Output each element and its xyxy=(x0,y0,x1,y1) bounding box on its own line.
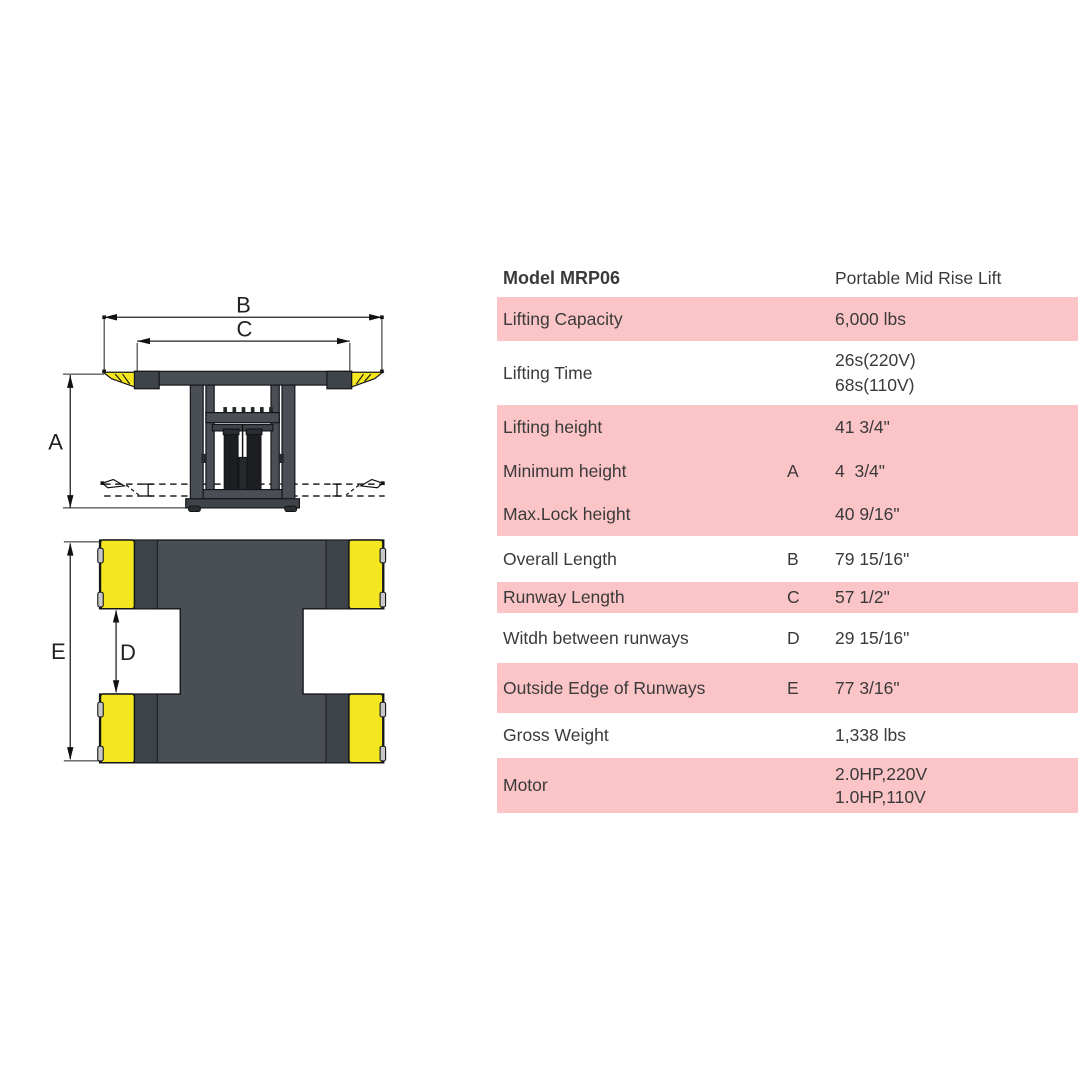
crossbar-bolts xyxy=(223,407,272,413)
spec-row xyxy=(497,341,1078,405)
approach-ramp-left xyxy=(103,372,134,387)
spec-label: Minimum height xyxy=(503,461,627,481)
spec-row xyxy=(497,663,1078,713)
lowered-ramp-left xyxy=(101,480,153,497)
spec-value: 26s(220V) 68s(110V) xyxy=(835,350,916,395)
base-plate xyxy=(186,499,300,508)
outer-post-right xyxy=(282,385,295,500)
spec-row xyxy=(497,758,1078,813)
lift-diagrams xyxy=(40,260,480,820)
spec-label: Motor xyxy=(503,775,548,795)
spec-value: 41 3/4" xyxy=(835,417,890,437)
top-view-diagram xyxy=(51,540,386,763)
dimension-d xyxy=(113,610,136,693)
spec-row xyxy=(497,613,1078,663)
dimension-label-c: C xyxy=(236,316,253,342)
dimension-label-d: D xyxy=(120,640,136,666)
spec-row xyxy=(497,582,1078,613)
spec-row xyxy=(497,536,1078,582)
model-name: Model MRP06 xyxy=(503,268,621,288)
spec-value: 29 15/16" xyxy=(835,627,910,648)
dimension-e xyxy=(51,542,101,761)
spec-label: Outside Edge of Runways xyxy=(503,677,706,698)
spec-value: 2.0HP,220V 1.0HP,110V xyxy=(835,764,928,807)
ramp-pad-top-left xyxy=(101,540,135,609)
platform-adapter-left xyxy=(134,371,159,388)
lift-platform xyxy=(103,371,383,388)
spec-letter: D xyxy=(787,627,800,648)
dimension-label-e: E xyxy=(50,639,66,665)
hydraulic-cylinder-left xyxy=(224,435,238,496)
spec-letter: A xyxy=(787,461,799,481)
spec-row xyxy=(497,713,1078,758)
ramp-pad-top-right xyxy=(349,540,383,609)
ramp-pad-bottom-right xyxy=(349,694,383,763)
lift-column xyxy=(186,385,300,511)
spec-table xyxy=(497,260,1078,813)
spec-row xyxy=(497,405,1078,450)
spec-label: Witdh between runways xyxy=(503,627,689,648)
spec-value: 1,338 lbs xyxy=(835,725,907,745)
hydraulic-cylinder-right xyxy=(247,435,261,496)
spec-value: 40 9/16" xyxy=(835,504,900,524)
spec-label: Gross Weight xyxy=(503,725,609,745)
top-crossbar xyxy=(206,413,279,423)
spec-label: Max.Lock height xyxy=(503,504,631,524)
ramp-pad-bottom-left xyxy=(101,694,135,763)
spec-header-row xyxy=(497,260,1078,297)
spec-value: 79 15/16" xyxy=(835,548,910,569)
spec-row xyxy=(497,297,1078,341)
platform-adapter-right xyxy=(327,371,352,388)
spec-row xyxy=(497,493,1078,536)
spec-letter: B xyxy=(787,548,799,569)
outer-post-left xyxy=(190,385,203,500)
spec-label: Lifting Time xyxy=(503,362,593,383)
dimension-label-a: A xyxy=(48,429,63,455)
spec-row xyxy=(497,450,1078,493)
lowered-ramp-right xyxy=(332,480,384,497)
spec-label: Runway Length xyxy=(503,587,625,607)
spec-value: 4 3/4" xyxy=(835,461,885,481)
spec-value: 77 3/16" xyxy=(835,677,900,698)
product-name: Portable Mid Rise Lift xyxy=(835,268,1002,288)
spec-label: Lifting height xyxy=(503,417,603,437)
spec-label: Lifting Capacity xyxy=(503,308,623,329)
dimension-c xyxy=(137,317,350,372)
spec-value: 6,000 lbs xyxy=(835,308,907,329)
approach-ramp-right xyxy=(352,372,383,387)
lift-diagram-svg xyxy=(40,260,480,820)
spec-value: 57 1/2" xyxy=(835,587,890,607)
spec-label: Overall Length xyxy=(503,548,617,569)
spec-letter: E xyxy=(787,677,799,698)
front-view-diagram xyxy=(48,293,384,512)
dimension-label-b: B xyxy=(236,292,251,318)
spec-letter: C xyxy=(787,587,800,607)
